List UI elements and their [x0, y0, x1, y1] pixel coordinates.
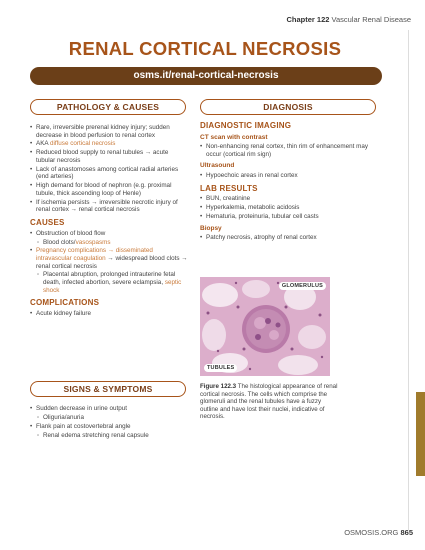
chapter-number: Chapter 122: [286, 15, 330, 24]
pathology-section: [30, 124, 188, 319]
list-item: • High demand for blood of nephron (e.g. proximal tubule, thick ascending loop of Henle): [30, 182, 188, 197]
list-item: • Pregnancy complications → disseminated intravascular coagulation → widespread blood clots → renal cortical necrosis: [30, 247, 188, 270]
list-item: • Sudden decrease in urine output: [30, 405, 188, 413]
page-number: 865: [400, 528, 413, 537]
list-item: • Lack of anastomoses among cortical radial arteries (end arteries): [30, 166, 188, 181]
biopsy-heading: Biopsy: [200, 224, 222, 232]
histology-figure: [200, 277, 330, 376]
diagnosis-section: [200, 117, 380, 243]
signs-section: [30, 405, 188, 441]
list-item: • Rare, irreversible prerenal kidney injury; sudden decrease in blood perfusion to renal cortex: [30, 124, 188, 139]
margin-divider: [408, 30, 409, 530]
list-item: • BUN, creatinine: [200, 195, 380, 203]
page-footer: [344, 528, 413, 537]
imaging-heading: DIAGNOSTIC IMAGING: [200, 121, 292, 130]
chapter-title: Vascular Renal Disease: [331, 15, 411, 24]
histology-image: [200, 277, 330, 376]
lab-results-heading: LAB RESULTS: [200, 183, 258, 193]
url-link[interactable]: osms.it/renal-cortical-necrosis: [30, 67, 382, 85]
chapter-header: [286, 15, 411, 24]
list-item: ◦ Oliguria/anuria: [30, 414, 188, 422]
list-item: • Acute kidney failure: [30, 310, 188, 318]
list-item: • AKA diffuse cortical necrosis: [30, 140, 188, 148]
list-item: • Hyperkalemia, metabolic acidosis: [200, 204, 380, 212]
list-item: • Hematuria, proteinuria, tubular cell casts: [200, 213, 380, 221]
pathology-heading: PATHOLOGY & CAUSES: [30, 99, 186, 115]
list-item: • If ischemia persists → irreversible necrotic injury of renal cortex → renal cortical necrosis: [30, 199, 188, 214]
list-item: • Hypoechoic areas in renal cortex: [200, 172, 380, 180]
causes-heading: CAUSES: [30, 218, 65, 228]
figure-caption: [200, 383, 340, 421]
figure-number: Figure 122.3: [200, 383, 237, 390]
list-item: • Flank pain at costovertebral angle: [30, 423, 188, 431]
list-item: ◦ Renal edema stretching renal capsule: [30, 432, 188, 440]
site-name: OSMOSIS.ORG: [344, 528, 399, 537]
diagnosis-heading: DIAGNOSIS: [200, 99, 376, 115]
list-item: ◦ Blood clots/vasospasms: [30, 239, 188, 247]
page-title: RENAL CORTICAL NECROSIS: [68, 38, 342, 59]
list-item: • Patchy necrosis, atrophy of renal cortex: [200, 234, 380, 242]
signs-heading: SIGNS & SYMPTOMS: [30, 381, 186, 397]
tubules-label: TUBULES: [204, 364, 237, 372]
complications-heading: COMPLICATIONS: [30, 298, 100, 308]
glomerulus-label: GLOMERULUS: [279, 282, 326, 290]
list-item: • Non-enhancing renal cortex, thin rim of enhancement may occur (cortical rim sign): [200, 143, 380, 158]
chapter-side-tab: [416, 392, 425, 476]
list-item: ◦ Placental abruption, prolonged intrauterine fetal death, infected abortion, severe eclampsia, septic shock: [30, 271, 188, 294]
caption-text: The histological appearance of renal cortical necrosis. The cells which comprise the glomeruli and the renal tubules have a fuzzy outline and have lost their nuclei, indicative of necrosis.: [200, 383, 338, 421]
list-item: • Obstruction of blood flow: [30, 230, 188, 238]
list-item: • Reduced blood supply to renal tubules → acute tubular necrosis: [30, 149, 188, 164]
ct-heading: CT scan with contrast: [200, 133, 268, 141]
ultrasound-heading: Ultrasound: [200, 162, 235, 170]
